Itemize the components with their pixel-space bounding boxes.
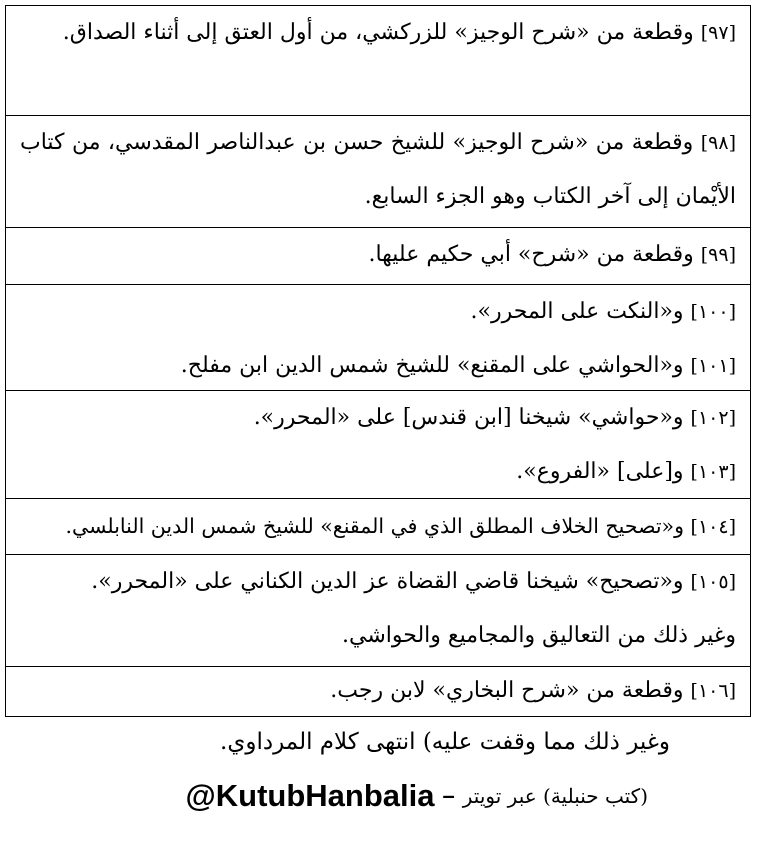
watermark-separator: – <box>442 783 455 808</box>
closing-note: وغير ذلك مما وقفت عليه) انتهى كلام المرداوي. <box>220 729 670 755</box>
entry-row-97 <box>6 6 750 116</box>
entry-row-106 <box>6 667 750 716</box>
entry-text: وقطعة من «شرح البخاري» لابن رجب. <box>330 678 684 703</box>
entry-group-102-103 <box>6 391 750 499</box>
entry-line-105 <box>20 555 736 609</box>
watermark-arabic-label: (كتب حنبلية) عبر تويتر <box>462 784 648 808</box>
entry-line-100 <box>20 285 736 339</box>
entry-text: وقطعة من «شرح الوجيز» للشيخ حسن بن عبدالناصر المقدسي، من كتاب الأيْمان إلى آخر الكتاب وهو الجزء السابع. <box>20 130 736 209</box>
entry-number: [١٠٠] <box>690 301 736 323</box>
entry-row-98 <box>6 116 750 228</box>
entry-row-99 <box>6 228 750 285</box>
entry-number: [٩٩] <box>700 244 736 266</box>
entry-line-101 <box>20 339 736 393</box>
entries-table <box>5 5 751 717</box>
entry-line-105-continued <box>20 609 736 663</box>
entry-text: و[على] «الفروع». <box>516 459 684 484</box>
entry-row-104 <box>6 499 750 555</box>
entry-group-105 <box>6 555 750 667</box>
watermark <box>186 778 648 814</box>
entry-text: وقطعة من «شرح الوجيز» للزركشي، من أول العتق إلى أثناء الصداق. <box>62 20 694 45</box>
entry-number: [١٠٢] <box>690 407 736 429</box>
entry-text: و«النكت على المحرر». <box>470 299 684 324</box>
entry-number: [١٠٥] <box>690 571 736 593</box>
entry-number: [١٠٣] <box>690 461 736 483</box>
entry-text: وقطعة من «شرح» أبي حكيم عليها. <box>368 242 694 267</box>
entry-number: [١٠٦] <box>690 680 736 702</box>
entry-text: وغير ذلك من التعاليق والمجاميع والحواشي. <box>342 623 736 648</box>
entry-text: و«الحواشي على المقنع» للشيخ شمس الدين ابن مفلح. <box>180 353 684 378</box>
entry-line-102 <box>20 391 736 445</box>
entry-text: و«تصحيح الخلاف المطلق الذي في المقنع» للشيخ شمس الدين النابلسي. <box>65 514 684 538</box>
entry-text: و«تصحيح» شيخنا قاضي القضاة عز الدين الكناني على «المحرر». <box>91 569 684 594</box>
entry-number: [١٠٤] <box>690 516 736 538</box>
entry-number: [١٠١] <box>690 355 736 377</box>
entry-text: و«حواشي» شيخنا [ابن قندس] على «المحرر». <box>253 405 684 430</box>
entry-number: [٩٨] <box>700 132 736 154</box>
entry-number: [٩٧] <box>700 22 736 44</box>
entry-line-103 <box>20 445 736 499</box>
entry-group-100-101 <box>6 285 750 391</box>
watermark-handle: @KutubHanbalia <box>185 778 435 813</box>
